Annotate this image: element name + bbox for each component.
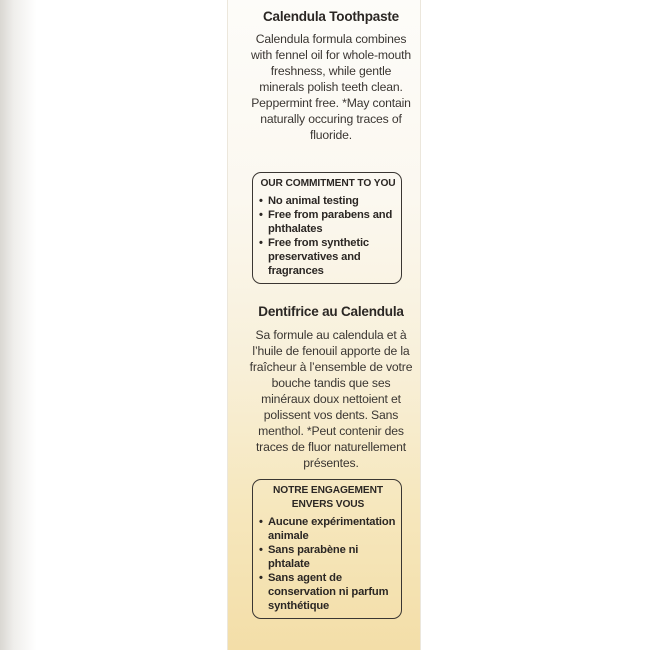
bullet-icon: •	[259, 195, 263, 207]
english-description: Calendula formula combines with fennel oil for whole-mouth freshness, while gentle minerals polish teeth clean. Peppermint free. *May contain naturally occuring traces of fluoride.	[251, 32, 411, 142]
list-item	[259, 208, 397, 236]
french-commitment-box	[252, 479, 402, 619]
french-commitment-list	[259, 515, 397, 613]
list-item	[259, 571, 397, 613]
list-item	[259, 543, 397, 571]
list-item	[259, 515, 397, 543]
list-item	[259, 194, 397, 208]
english-title: Calendula Toothpaste	[262, 9, 399, 24]
english-commitment-title: OUR COMMITMENT TO YOU	[260, 178, 396, 189]
list-item-text: No animal testing	[268, 195, 359, 207]
english-commitment-box	[252, 172, 402, 284]
french-commitment-title: NOTRE ENGAGEMENT ENVERS VOUS	[273, 485, 383, 510]
bullet-icon: •	[259, 209, 263, 221]
bullet-icon: •	[259, 544, 263, 556]
package-side-shadow	[0, 0, 228, 650]
list-item-text: Free from parabens and phthalates	[268, 209, 393, 235]
french-title: Dentifrice au Calendula	[258, 304, 404, 319]
bullet-icon: •	[259, 572, 263, 584]
background	[420, 0, 650, 650]
list-item	[259, 236, 397, 278]
french-description: Sa formule au calendula et à l’huile de fenouil apporte de la fraîcheur à l’ensemble de votre bouche tandis que ses minéraux doux nettoient et polissent vos dents. Sans menthol. *Peut contenir des traces de fluor naturellement présentes.	[249, 328, 413, 470]
list-item-text: Sans agent de conservation ni parfum synthétique	[268, 572, 389, 612]
bullet-icon: •	[259, 516, 263, 528]
list-item-text: Sans parabène ni phtalate	[268, 544, 359, 570]
list-item-text: Aucune expérimentation animale	[268, 516, 396, 542]
english-commitment-list	[259, 194, 397, 278]
list-item-text: Free from synthetic preservatives and fragrances	[268, 237, 369, 277]
bullet-icon: •	[259, 237, 263, 249]
